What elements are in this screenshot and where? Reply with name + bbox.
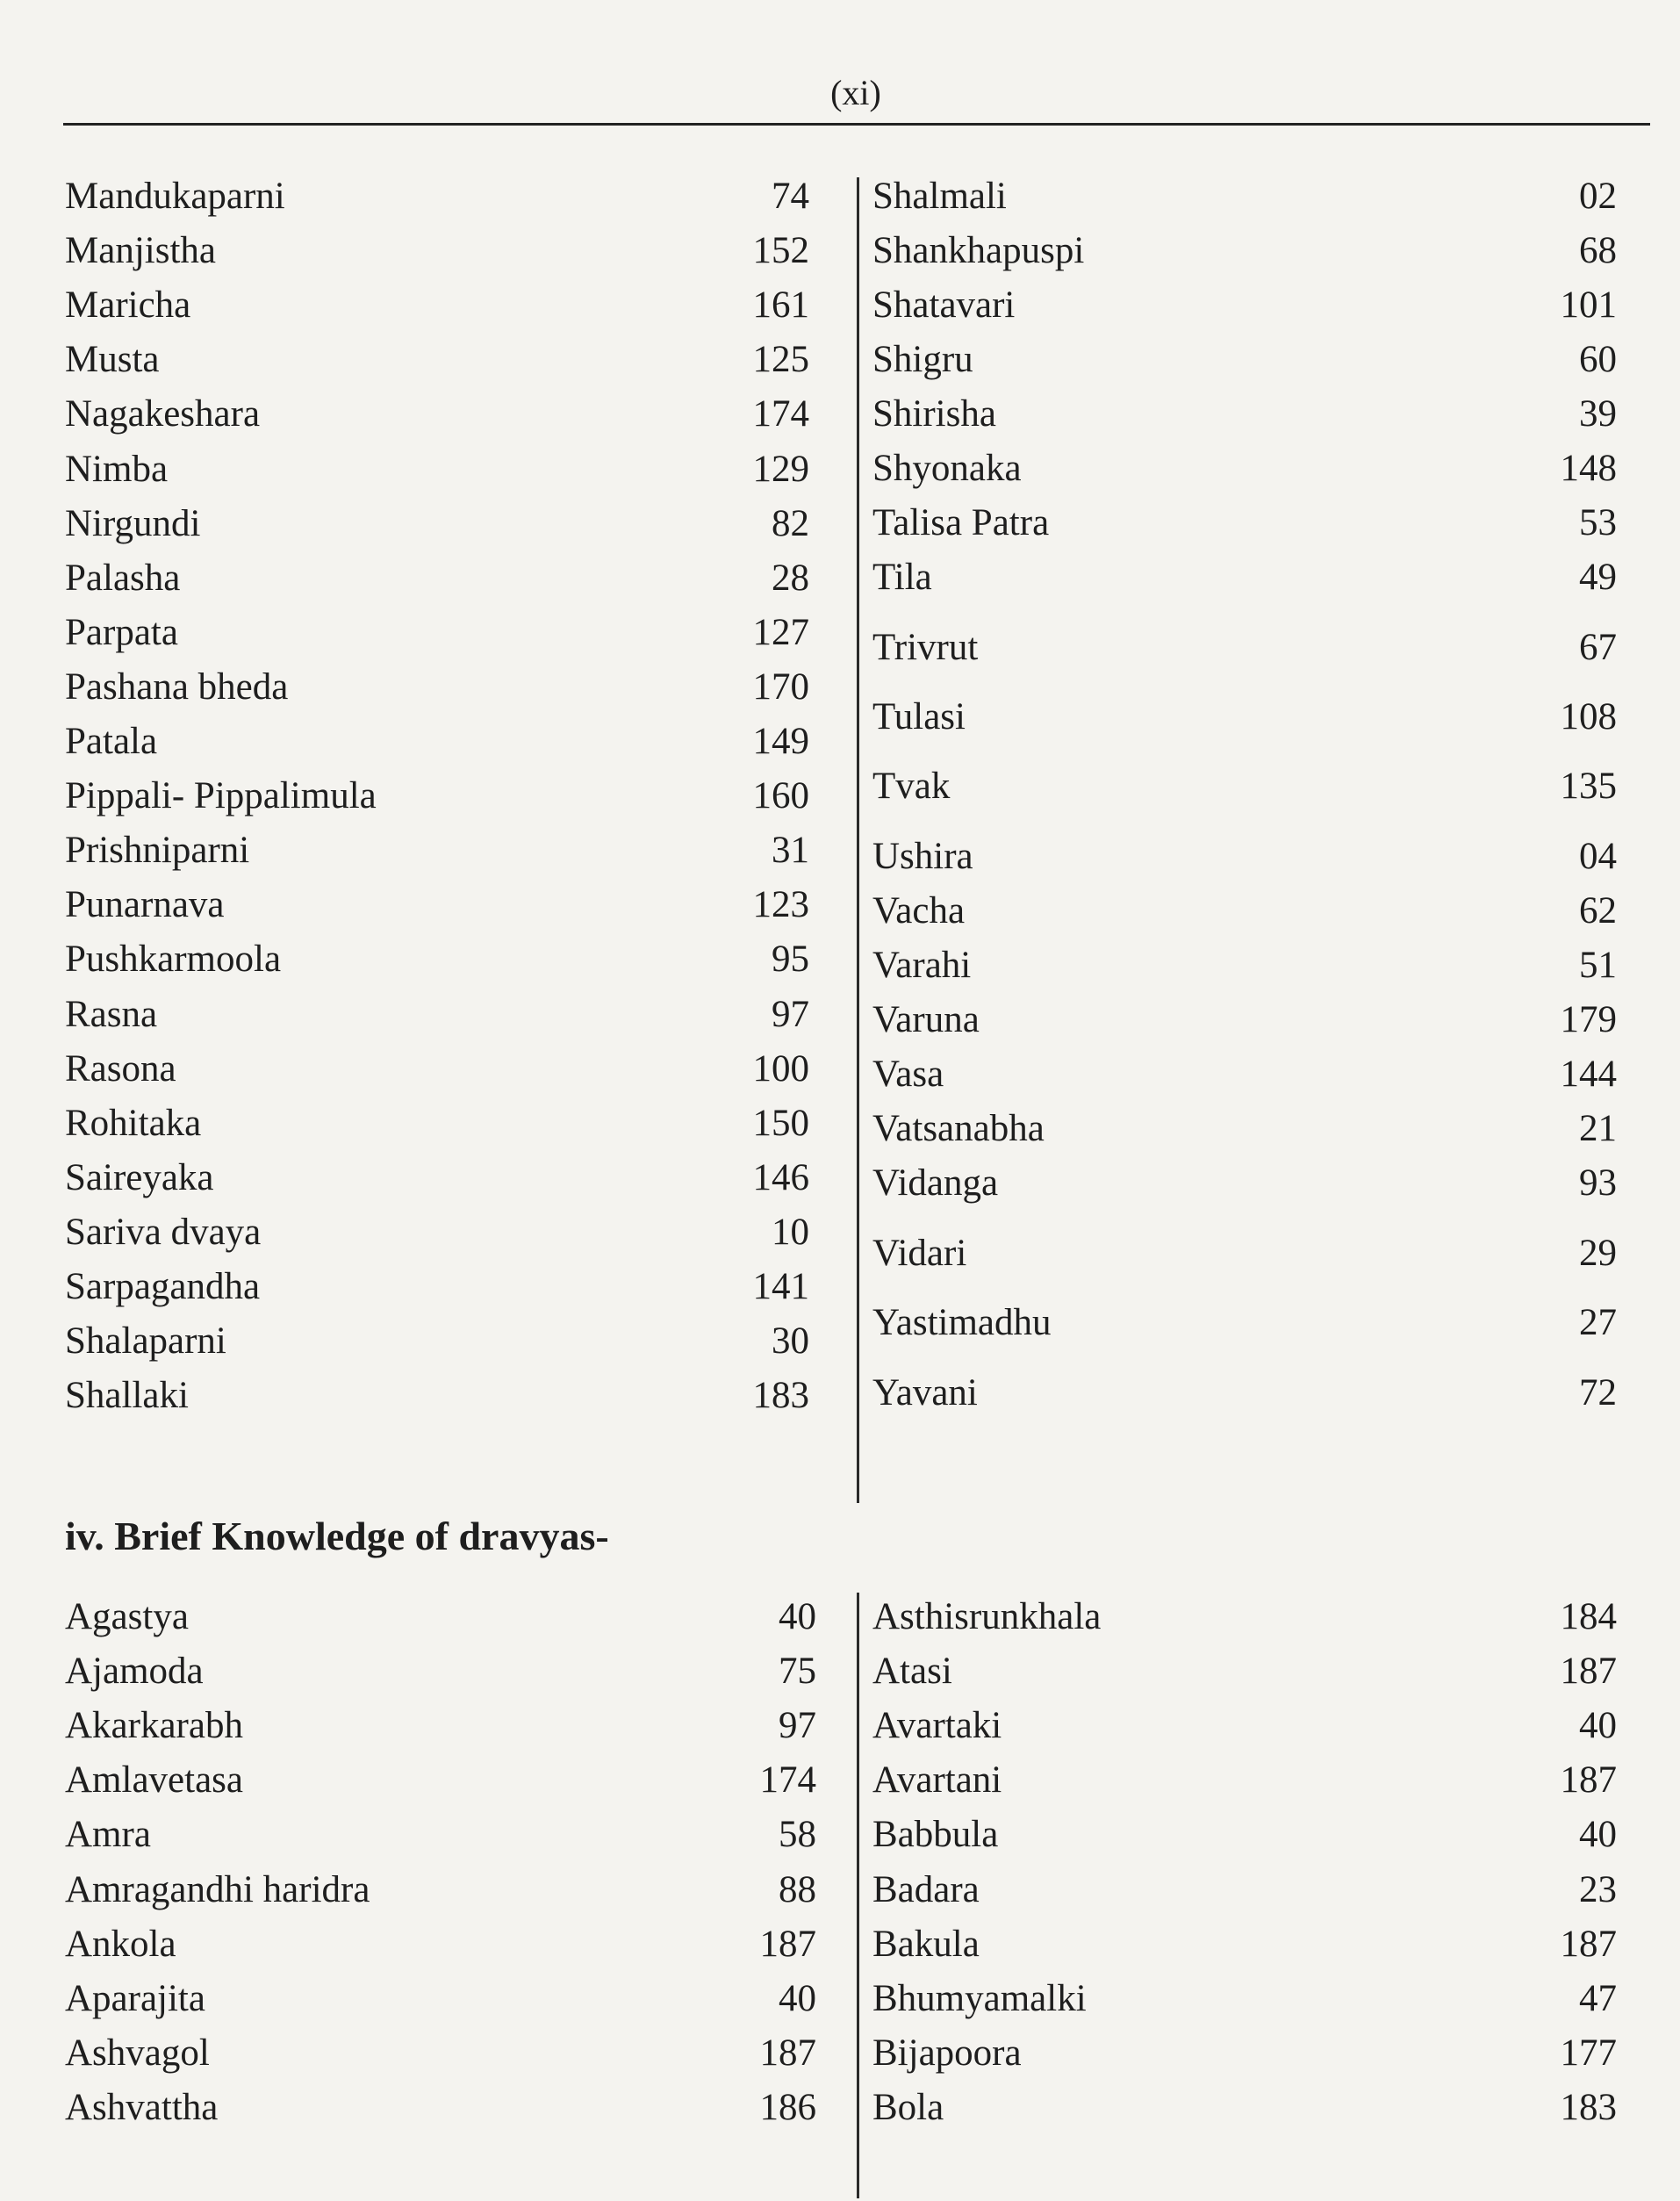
entry-name: Shallaki — [65, 1375, 189, 1416]
entry-name: Yastimadhu — [872, 1302, 1052, 1343]
entry-page-number: 72 — [1579, 1372, 1617, 1413]
entry-name: Agastya — [65, 1596, 189, 1637]
entry-page-number: 174 — [752, 393, 809, 435]
entry-page-number: 183 — [1560, 2087, 1617, 2128]
entry-page-number: 04 — [1579, 836, 1617, 877]
index-entry — [872, 1298, 1617, 1348]
index-entry — [65, 1756, 816, 1805]
entry-name: Ashvattha — [65, 2087, 219, 2128]
index-entry — [872, 1920, 1617, 1969]
index-entry — [65, 1974, 816, 2024]
entry-name: Amra — [65, 1814, 151, 1855]
entry-page-number: 177 — [1560, 2032, 1617, 2074]
entry-page-number: 123 — [752, 884, 809, 925]
entry-name: Badara — [872, 1869, 980, 1910]
index-entry — [872, 1866, 1617, 1915]
index-entry — [872, 444, 1617, 493]
entry-page-number: 40 — [779, 1596, 816, 1637]
entry-name: Bijapoora — [872, 2032, 1022, 2074]
index-entry — [65, 335, 809, 385]
index-entry — [65, 1317, 809, 1366]
entry-page-number: 97 — [772, 994, 809, 1035]
entry-name: Pushkarmoola — [65, 939, 282, 980]
index-entry — [872, 172, 1617, 221]
index-entry — [872, 1974, 1617, 2024]
index-entry — [65, 227, 809, 276]
entry-name: Palasha — [65, 557, 181, 599]
entry-page-number: 40 — [1579, 1814, 1617, 1855]
index-entry — [872, 1701, 1617, 1751]
index-entry — [65, 1920, 816, 1969]
index-entry — [65, 1208, 809, 1257]
entry-page-number: 186 — [759, 2087, 816, 2128]
entry-page-number: 62 — [1579, 890, 1617, 931]
entry-name: Vasa — [872, 1054, 944, 1095]
entry-name: Avartaki — [872, 1705, 1002, 1746]
entry-name: Nirgundi — [65, 503, 201, 544]
entry-page-number: 27 — [1579, 1302, 1617, 1343]
entry-page-number: 60 — [1579, 339, 1617, 380]
entry-name: Rasona — [65, 1048, 176, 1090]
entry-name: Bakula — [872, 1924, 980, 1965]
index-entry — [872, 1159, 1617, 1208]
entry-name: Shigru — [872, 339, 973, 380]
index-entry — [872, 281, 1617, 330]
index-entry — [65, 172, 809, 221]
entry-name: Bola — [872, 2087, 944, 2128]
entry-name: Patala — [65, 721, 158, 762]
entry-page-number: 187 — [1560, 1924, 1617, 1965]
entry-name: Aparajita — [65, 1978, 205, 2019]
entry-page-number: 88 — [779, 1869, 816, 1910]
index-entry — [65, 1647, 816, 1696]
entry-page-number: 40 — [1579, 1705, 1617, 1746]
index-entry — [872, 1756, 1617, 1805]
index-entry — [872, 887, 1617, 936]
entry-page-number: 30 — [772, 1320, 809, 1362]
entry-page-number: 170 — [752, 666, 809, 708]
entry-page-number: 02 — [1579, 176, 1617, 217]
entry-page-number: 10 — [772, 1212, 809, 1253]
entry-page-number: 58 — [779, 1814, 816, 1855]
index-entry — [65, 663, 809, 712]
index-entry — [65, 1701, 816, 1751]
page-number: (xi) — [830, 73, 881, 112]
entry-name: Varuna — [872, 999, 980, 1040]
entry-name: Ankola — [65, 1924, 176, 1965]
index-entry — [65, 935, 809, 984]
entry-page-number: 144 — [1560, 1054, 1617, 1095]
entry-page-number: 150 — [752, 1103, 809, 1144]
entry-name: Varahi — [872, 945, 972, 986]
entry-page-number: 149 — [752, 721, 809, 762]
index-entry — [65, 390, 809, 439]
index-entry — [65, 1262, 809, 1312]
entry-page-number: 75 — [779, 1651, 816, 1692]
index-entry — [872, 1810, 1617, 1859]
index-entry — [872, 553, 1617, 602]
section-heading: iv. Brief Knowledge of dravyas- — [65, 1514, 609, 1558]
index-entry — [65, 1154, 809, 1203]
index-entry — [872, 1369, 1617, 1418]
index-entry — [872, 623, 1617, 673]
index-entry — [872, 1050, 1617, 1099]
entry-name: Avartani — [872, 1759, 1002, 1801]
index-entry — [872, 1593, 1617, 1642]
entry-page-number: 31 — [772, 830, 809, 871]
index-entry — [65, 717, 809, 766]
entry-page-number: 183 — [752, 1375, 809, 1416]
entry-page-number: 28 — [772, 557, 809, 599]
entry-page-number: 187 — [759, 1924, 816, 1965]
entry-name: Musta — [65, 339, 160, 380]
entry-name: Shyonaka — [872, 448, 1022, 489]
entry-page-number: 127 — [752, 612, 809, 653]
index-entry — [872, 1647, 1617, 1696]
entry-page-number: 141 — [752, 1266, 809, 1307]
entry-name: Punarnava — [65, 884, 225, 925]
index-entry — [872, 2083, 1617, 2133]
index-entry — [872, 1104, 1617, 1154]
entry-page-number: 95 — [772, 939, 809, 980]
entry-page-number: 160 — [752, 775, 809, 816]
entry-page-number: 184 — [1560, 1596, 1617, 1637]
entry-name: Sariva dvaya — [65, 1212, 262, 1253]
entry-name: Ushira — [872, 836, 973, 877]
entry-page-number: 179 — [1560, 999, 1617, 1040]
entry-page-number: 101 — [1560, 284, 1617, 326]
entry-page-number: 53 — [1579, 502, 1617, 543]
index-entry — [872, 1229, 1617, 1278]
index-entry — [65, 281, 809, 330]
entry-page-number: 51 — [1579, 945, 1617, 986]
index-entry — [872, 499, 1617, 548]
entry-page-number: 97 — [779, 1705, 816, 1746]
index-entry — [872, 996, 1617, 1045]
entry-name: Shatavari — [872, 284, 1016, 326]
index-entry — [872, 693, 1617, 742]
entry-page-number: 187 — [1560, 1651, 1617, 1692]
entry-page-number: 67 — [1579, 627, 1617, 668]
entry-page-number: 135 — [1560, 766, 1617, 807]
entry-name: Tila — [872, 557, 932, 598]
entry-name: Vatsanabha — [872, 1108, 1045, 1149]
entry-name: Mandukaparni — [65, 176, 285, 217]
entry-name: Trivrut — [872, 627, 979, 668]
entry-name: Nimba — [65, 449, 169, 490]
entry-name: Ashvagol — [65, 2032, 210, 2074]
index-entry — [65, 608, 809, 658]
entry-name: Bhumyamalki — [872, 1978, 1087, 2019]
entry-page-number: 49 — [1579, 557, 1617, 598]
header-rule — [63, 123, 1650, 126]
entry-name: Vidari — [872, 1233, 967, 1274]
index-entry — [65, 1866, 816, 1915]
index-entry — [872, 941, 1617, 990]
index-entry — [65, 1099, 809, 1148]
entry-name: Rasna — [65, 994, 158, 1035]
entry-page-number: 161 — [752, 284, 809, 326]
entry-name: Shankhapuspi — [872, 230, 1085, 271]
entry-page-number: 187 — [759, 2032, 816, 2074]
index-entry — [65, 1371, 809, 1421]
entry-name: Yavani — [872, 1372, 978, 1413]
entry-name: Akarkarabh — [65, 1705, 243, 1746]
entry-name: Ajamoda — [65, 1651, 204, 1692]
entry-page-number: 108 — [1560, 696, 1617, 737]
entry-name: Maricha — [65, 284, 191, 326]
entry-page-number: 125 — [752, 339, 809, 380]
entry-page-number: 152 — [752, 230, 809, 271]
index-entry — [65, 500, 809, 549]
entry-name: Sarpagandha — [65, 1266, 261, 1307]
index-entry — [65, 881, 809, 930]
index-entry — [65, 1593, 816, 1642]
index-entry — [65, 772, 809, 821]
entry-name: Rohitaka — [65, 1103, 202, 1144]
entry-name: Amlavetasa — [65, 1759, 243, 1801]
entry-page-number: 21 — [1579, 1108, 1617, 1149]
entry-name: Pippali- Pippalimula — [65, 775, 377, 816]
entry-name: Vidanga — [872, 1162, 999, 1204]
entry-name: Asthisrunkhala — [872, 1596, 1102, 1637]
entry-page-number: 148 — [1560, 448, 1617, 489]
entry-name: Shirisha — [872, 393, 996, 435]
entry-name: Nagakeshara — [65, 393, 261, 435]
entry-name: Amragandhi haridra — [65, 1869, 370, 1910]
entry-page-number: 23 — [1579, 1869, 1617, 1910]
index-entry — [65, 1810, 816, 1859]
entry-name: Shalaparni — [65, 1320, 226, 1362]
entry-name: Parpata — [65, 612, 178, 653]
entry-name: Saireyaka — [65, 1157, 214, 1198]
entry-name: Tulasi — [872, 696, 966, 737]
entry-page-number: 82 — [772, 503, 809, 544]
entry-page-number: 40 — [779, 1978, 816, 2019]
entry-page-number: 187 — [1560, 1759, 1617, 1801]
column-divider-1 — [857, 177, 859, 1503]
index-entry — [65, 2083, 816, 2133]
entry-page-number: 174 — [759, 1759, 816, 1801]
entry-name: Vacha — [872, 890, 966, 931]
index-entry — [65, 1045, 809, 1094]
entry-page-number: 68 — [1579, 230, 1617, 271]
index-entry — [65, 445, 809, 494]
entry-name: Atasi — [872, 1651, 952, 1692]
entry-page-number: 74 — [772, 176, 809, 217]
entry-page-number: 146 — [752, 1157, 809, 1198]
entry-page-number: 93 — [1579, 1162, 1617, 1204]
index-entry — [65, 2029, 816, 2078]
entry-name: Babbula — [872, 1814, 999, 1855]
index-entry — [65, 990, 809, 1039]
index-entry — [872, 762, 1617, 811]
index-entry — [65, 554, 809, 603]
index-entry — [872, 832, 1617, 881]
index-entry — [872, 390, 1617, 439]
index-entry — [872, 2029, 1617, 2078]
entry-page-number: 47 — [1579, 1978, 1617, 2019]
entry-name: Shalmali — [872, 176, 1007, 217]
entry-name: Talisa Patra — [872, 502, 1050, 543]
index-entry — [65, 826, 809, 875]
entry-page-number: 39 — [1579, 393, 1617, 435]
entry-name: Pashana bheda — [65, 666, 289, 708]
entry-name: Tvak — [872, 766, 951, 807]
entry-page-number: 100 — [752, 1048, 809, 1090]
entry-page-number: 129 — [752, 449, 809, 490]
entry-name: Prishniparni — [65, 830, 250, 871]
entry-page-number: 29 — [1579, 1233, 1617, 1274]
column-divider-2 — [857, 1593, 859, 2198]
entry-name: Manjistha — [65, 230, 216, 271]
index-entry — [872, 335, 1617, 385]
index-entry — [872, 227, 1617, 276]
